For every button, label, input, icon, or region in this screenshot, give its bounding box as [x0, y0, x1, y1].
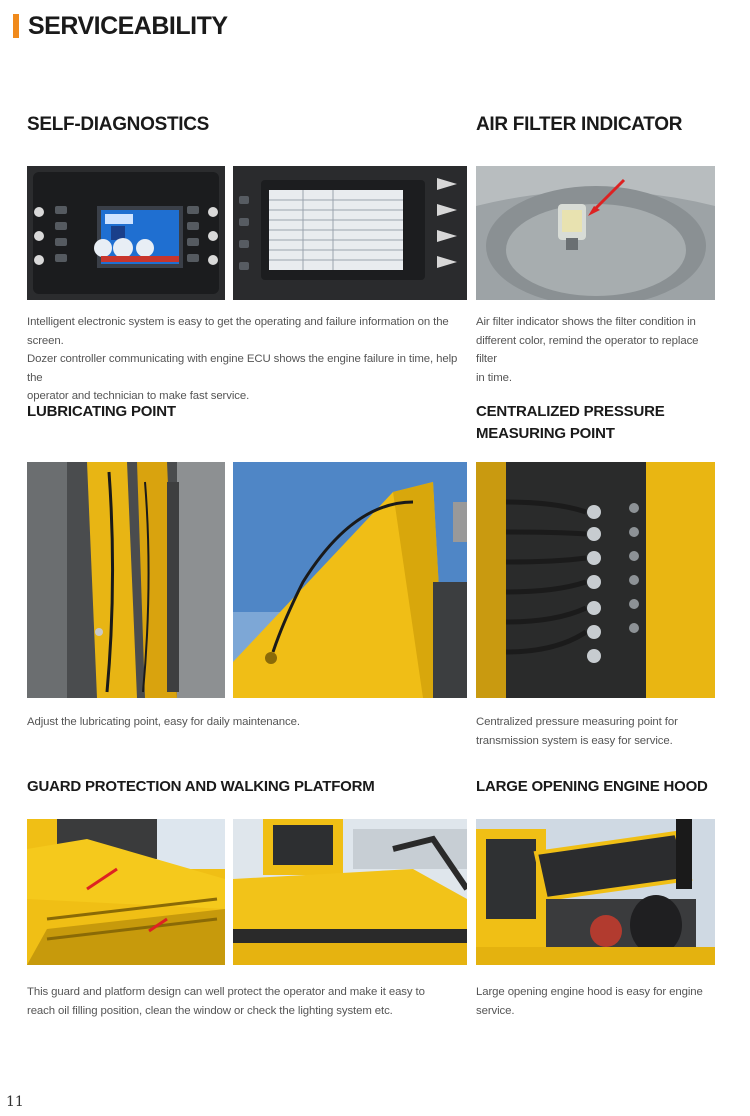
guard-line: This guard and platform design can well protect the operator and make it easy to — [27, 986, 425, 998]
self-diagnostics-description — [27, 313, 467, 406]
lubricating-frame-photo — [27, 462, 225, 698]
air-filter-heading: AIR FILTER INDICATOR — [476, 114, 683, 135]
guard-line: reach oil filling position, clean the window or check the lighting system etc. — [27, 1004, 393, 1017]
self-diagnostics-heading: SELF-DIAGNOSTICS — [27, 114, 210, 135]
pressure-line: Centralized pressure measuring point for — [476, 716, 678, 728]
lubricating-boom-photo — [233, 462, 467, 698]
air-filter-line: different color, remind the operator to replace filter — [476, 334, 699, 365]
lubricating-description — [27, 713, 467, 732]
engine-hood-photo — [476, 819, 715, 965]
dashboard-display-photo — [27, 166, 225, 300]
guard-description — [27, 983, 467, 1020]
dozer-side-photo — [233, 819, 467, 965]
pressure-description — [476, 713, 716, 750]
air-filter-photo — [476, 166, 715, 300]
hood-line: service. — [476, 1004, 515, 1017]
hood-line: Large opening engine hood is easy for engine — [476, 986, 703, 998]
pressure-heading-line: CENTRALIZED PRESSURE — [476, 403, 665, 420]
pressure-heading — [476, 401, 665, 445]
self-diagnostics-line: Dozer controller communicating with engine ECU shows the engine failure in time, help the — [27, 353, 458, 384]
diagnostic-screen-photo — [233, 166, 467, 300]
pressure-point-photo — [476, 462, 715, 698]
page-number: 11 — [6, 1094, 24, 1110]
air-filter-line: Air filter indicator shows the filter condition in — [476, 316, 696, 328]
guard-heading: GUARD PROTECTION AND WALKING PLATFORM — [27, 778, 375, 795]
hood-description — [476, 983, 716, 1020]
page-title — [13, 12, 228, 40]
air-filter-description — [476, 313, 716, 387]
pressure-heading-line: MEASURING POINT — [476, 425, 615, 442]
lubricating-line: Adjust the lubricating point, easy for daily maintenance. — [27, 716, 300, 728]
self-diagnostics-line: Intelligent electronic system is easy to get the operating and failure information on the screen. — [27, 316, 449, 347]
guard-platform-photo — [27, 819, 225, 965]
self-diagnostics-line: operator and technician to make fast service. — [27, 390, 250, 402]
pressure-line: transmission system is easy for service. — [476, 734, 673, 747]
page-title-text: SERVICEABILITY — [28, 11, 228, 40]
air-filter-line: in time. — [476, 371, 512, 384]
hood-heading: LARGE OPENING ENGINE HOOD — [476, 778, 708, 795]
lubricating-heading: LUBRICATING POINT — [27, 403, 176, 420]
title-accent-bar — [13, 14, 19, 38]
